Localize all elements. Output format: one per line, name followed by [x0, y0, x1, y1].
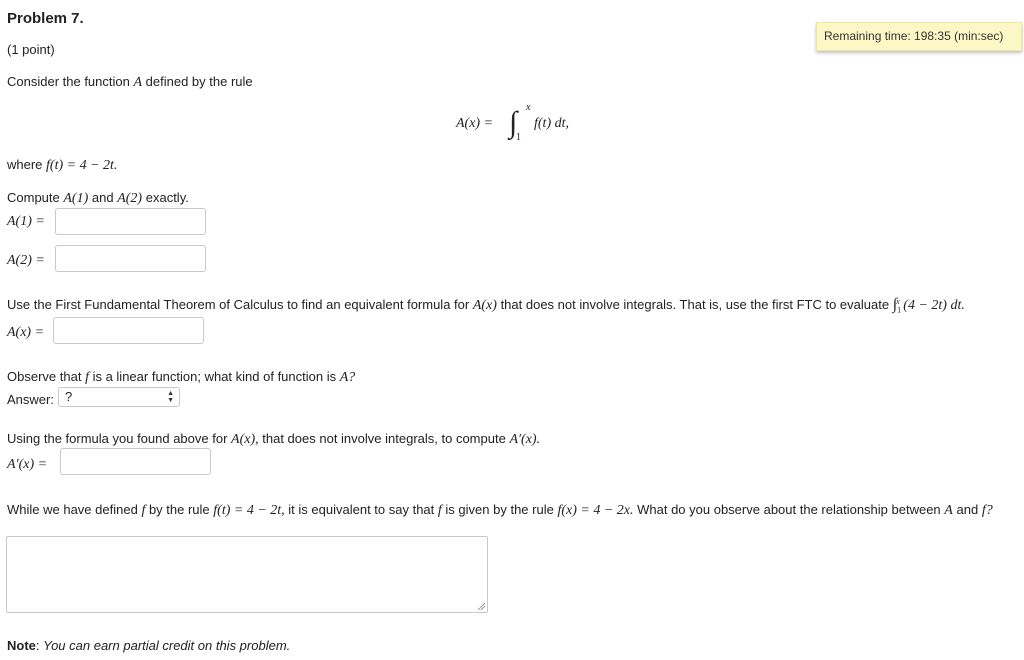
- derivative-answer-input[interactable]: [60, 448, 211, 475]
- derivative-label: A′(x) =: [7, 457, 48, 472]
- a1-answer-input[interactable]: [55, 208, 206, 235]
- function-type-select[interactable]: ? ▲ ▼: [58, 387, 180, 407]
- relationship-answer-textarea[interactable]: [6, 536, 488, 613]
- derivative-instruction: Using the formula you found above for A(x), that does not involve integrals, to compute A′(x).: [7, 431, 541, 447]
- ax-label: A(x) =: [7, 325, 45, 340]
- remaining-time-badge: Remaining time: 198:35 (min:sec): [816, 22, 1022, 51]
- points-label: (1 point): [7, 42, 55, 57]
- a2-label: A(2) =: [7, 253, 45, 268]
- problem-title: Problem 7.: [7, 10, 84, 27]
- intro-text: Consider the function A defined by the rule: [7, 74, 253, 90]
- compute-instruction: Compute A(1) and A(2) exactly.: [7, 190, 189, 206]
- ax-answer-input[interactable]: [53, 317, 204, 344]
- resize-handle-icon[interactable]: [478, 603, 485, 610]
- ftc-instruction: Use the First Fundamental Theorem of Calculus to find an equivalent formula for A(x) that does not involve integrals. That is, use the first FTC to evaluate $\int_1^x$ (4 − 2t) dt.: [7, 296, 965, 315]
- a1-label: A(1) =: [7, 214, 45, 229]
- partial-credit-note: Note: You can earn partial credit on this problem.: [7, 638, 291, 653]
- observe-question: Observe that f is a linear function; what kind of function is A?: [7, 369, 356, 385]
- where-statement: where f(t) = 4 − 2t.: [7, 157, 118, 173]
- select-arrows-icon: ▲ ▼: [167, 390, 174, 404]
- answer-label: Answer:: [7, 392, 54, 407]
- integral-rule: A(x) = ∫ x 1 f(t) dt,: [456, 102, 569, 143]
- relationship-question: While we have defined f by the rule f(t) = 4 − 2t, it is equivalent to say that f is given by the rule f(x) = 4 − 2x. What do you observe about the relationship between A and f?: [7, 502, 993, 518]
- a2-answer-input[interactable]: [55, 245, 206, 272]
